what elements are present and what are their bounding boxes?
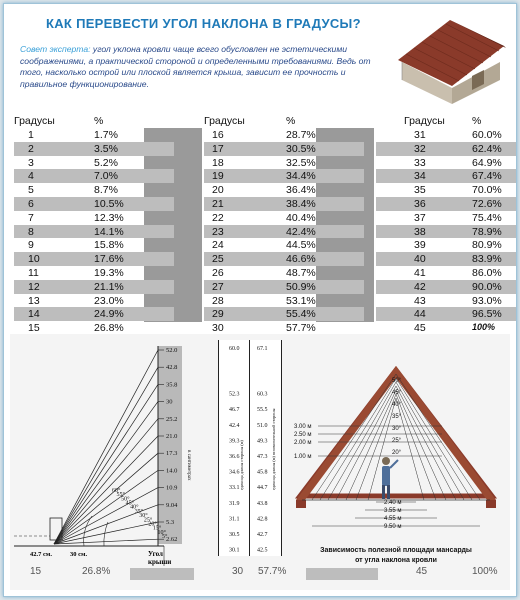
attic-angle-label: 50° bbox=[392, 378, 402, 384]
degree-cell: 16 bbox=[212, 129, 224, 141]
degree-cell: 29 bbox=[212, 308, 224, 321]
ruler-right-value: 42.7 bbox=[257, 532, 268, 538]
scale-value: 52.0 bbox=[166, 347, 178, 354]
degree-cell: 31 bbox=[414, 129, 426, 141]
table-row bbox=[14, 211, 174, 225]
percent-cell: 50.9% bbox=[286, 280, 316, 293]
percent-cell: 10.5% bbox=[94, 197, 124, 210]
angle-label: 25° bbox=[143, 517, 153, 524]
table-row bbox=[14, 307, 174, 321]
protractor-ray bbox=[54, 384, 158, 544]
degree-cell: 17 bbox=[212, 142, 224, 155]
table-row bbox=[14, 128, 174, 142]
table-row bbox=[204, 142, 364, 156]
height-label: 2.00 м bbox=[294, 440, 312, 446]
bottom-mid-measure: 30 см. bbox=[70, 551, 88, 558]
percent-cell: 15.8% bbox=[94, 239, 124, 252]
table-row bbox=[14, 252, 174, 266]
person-icon bbox=[382, 457, 398, 499]
protractor-ray bbox=[54, 453, 158, 544]
scale-value: 10.9 bbox=[166, 484, 178, 492]
degree-cell: 34 bbox=[414, 170, 426, 183]
degree-cell: 6 bbox=[28, 197, 34, 210]
degree-cell: 33 bbox=[414, 156, 426, 169]
percent-cell: 5.2% bbox=[94, 156, 118, 169]
percent-cell: 28.7% bbox=[286, 129, 316, 141]
attic-diagram bbox=[292, 356, 504, 586]
ruler-col1-label: единица длины стороны (м) bbox=[239, 440, 244, 490]
table-column-2 bbox=[204, 114, 364, 335]
degree-cell: 32 bbox=[414, 142, 426, 155]
degree-cell: 35 bbox=[414, 184, 426, 197]
ruler-right-value: 44.7 bbox=[257, 485, 268, 492]
ruler-left-value: 42.4 bbox=[229, 422, 240, 429]
attic-ray bbox=[396, 374, 480, 500]
table-row bbox=[376, 142, 517, 156]
table-row bbox=[14, 266, 174, 280]
percent-cell: 14.1% bbox=[94, 225, 124, 238]
degree-cell: 26 bbox=[212, 266, 224, 279]
percent-cell: 53.1% bbox=[286, 294, 316, 307]
degree-cell: 30 bbox=[212, 322, 224, 335]
table-row bbox=[14, 225, 174, 239]
degree-cell: 43 bbox=[414, 294, 426, 307]
table-row bbox=[204, 128, 364, 142]
table-row bbox=[204, 183, 364, 197]
percent-cell: 72.6% bbox=[472, 197, 502, 210]
scale-value: 2.62 bbox=[166, 536, 178, 544]
percent-cell: 12.3% bbox=[94, 211, 124, 224]
percent-cell: 19.3% bbox=[94, 266, 124, 279]
degree-cell: 44 bbox=[414, 308, 426, 321]
percent-cell: 1.7% bbox=[94, 129, 118, 141]
percent-cell: 80.9% bbox=[472, 239, 502, 252]
attic-angle-label: 35° bbox=[392, 414, 402, 420]
table-row bbox=[376, 156, 517, 170]
degree-cell: 8 bbox=[28, 225, 34, 238]
percent-cell: 90.0% bbox=[472, 280, 502, 293]
degree-cell: 15 bbox=[28, 322, 40, 335]
attic-angle-label: 40° bbox=[392, 402, 402, 408]
angle-label: 10° bbox=[157, 529, 166, 536]
width-label: 2.40 м bbox=[384, 500, 402, 506]
scale-value: 17.3 bbox=[166, 450, 178, 458]
ruler-right-value: 51.0 bbox=[257, 422, 268, 429]
percent-cell: 32.5% bbox=[286, 156, 316, 169]
height-label: 2.50 м bbox=[294, 432, 312, 438]
table-row bbox=[204, 266, 364, 280]
angle-label: 35° bbox=[134, 508, 144, 515]
ruler-left-value: 30.1 bbox=[229, 547, 240, 554]
percent-cell: 46.6% bbox=[286, 253, 316, 266]
ruler-left-value: 30.5 bbox=[229, 532, 240, 538]
degree-cell: 25 bbox=[212, 253, 224, 266]
ruler-left-value: 46.7 bbox=[229, 407, 240, 414]
table-row bbox=[14, 183, 174, 197]
ruler-left-value: 52.3 bbox=[229, 391, 240, 398]
attic-angle-label: 30° bbox=[392, 426, 402, 432]
degree-cell: 18 bbox=[212, 156, 224, 169]
table-row bbox=[204, 307, 364, 321]
percent-cell: 70.0% bbox=[472, 184, 502, 197]
degree-cell: 20 bbox=[212, 184, 224, 197]
degree-percent-table bbox=[10, 114, 510, 335]
protractor-ray bbox=[54, 539, 158, 544]
percent-cell: 78.9% bbox=[472, 225, 502, 238]
percent-cell: 7.0% bbox=[94, 170, 118, 183]
percent-cell: 8.7% bbox=[94, 184, 118, 197]
table-row bbox=[376, 183, 517, 197]
degree-cell: 3 bbox=[28, 156, 34, 169]
angle-label: 50° bbox=[121, 496, 130, 503]
percent-cell: 44.5% bbox=[286, 239, 316, 252]
width-label: 3.55 м bbox=[384, 508, 402, 514]
table-row bbox=[204, 280, 364, 294]
table-row bbox=[376, 225, 517, 239]
degree-cell: 10 bbox=[28, 253, 40, 266]
degree-cell: 11 bbox=[28, 266, 39, 279]
table-row bbox=[376, 280, 517, 294]
degree-cell: 42 bbox=[414, 280, 426, 293]
percent-cell: 93.0% bbox=[472, 294, 502, 307]
table-row bbox=[376, 211, 517, 225]
ruler-col2-label: единица длины (м) вспомогательной стороны bbox=[271, 408, 276, 490]
ruler-table bbox=[218, 340, 282, 556]
table-header: Градусы % bbox=[14, 115, 104, 127]
scale-value: 30 bbox=[166, 398, 173, 406]
table-header: Градусы % bbox=[204, 115, 296, 127]
table-column-1 bbox=[14, 114, 174, 335]
scale-value: 14.0 bbox=[166, 467, 178, 475]
percent-cell: 48.7% bbox=[286, 266, 316, 279]
table-row bbox=[376, 197, 517, 211]
angle-label: 60° bbox=[112, 488, 121, 494]
percent-cell: 60.0% bbox=[472, 129, 502, 141]
width-label: 4.55 м bbox=[384, 516, 402, 522]
ruler-left-value: 34.6 bbox=[229, 469, 240, 476]
table-row bbox=[204, 321, 364, 335]
percent-cell: 30.5% bbox=[286, 142, 316, 155]
percent-cell: 62.4% bbox=[472, 142, 502, 155]
ruler-right-value: 67.1 bbox=[257, 346, 268, 352]
angle-label: 15° bbox=[152, 525, 162, 532]
percent-cell: 26.8% bbox=[94, 322, 124, 335]
table-row bbox=[14, 321, 174, 335]
scale-side-label: в сантиметрах bbox=[186, 450, 191, 481]
advice-lead: Совет эксперта: bbox=[20, 44, 91, 54]
degree-cell: 12 bbox=[28, 280, 40, 293]
table-row bbox=[204, 156, 364, 170]
ruler-left-value: 39.3 bbox=[229, 438, 240, 445]
ruler-left-value: 36.6 bbox=[229, 454, 240, 460]
degree-cell: 38 bbox=[414, 225, 426, 238]
degree-cell: 45 bbox=[414, 322, 426, 335]
infographic bbox=[3, 3, 517, 597]
protractor-diagram bbox=[14, 340, 192, 566]
angle-label: 5° bbox=[162, 534, 168, 540]
angle-label: 20° bbox=[148, 521, 157, 528]
percent-cell: 64.9% bbox=[472, 156, 502, 169]
degree-cell: 4 bbox=[28, 170, 34, 183]
percent-cell: 36.4% bbox=[286, 184, 316, 197]
table-row bbox=[14, 280, 174, 294]
percent-cell: 40.4% bbox=[286, 211, 316, 224]
attic-angle-label: 20° bbox=[392, 450, 402, 456]
table-row bbox=[204, 169, 364, 183]
percent-cell: 23.0% bbox=[94, 294, 124, 307]
ruler-right-value: 49.3 bbox=[257, 438, 268, 445]
ruler-left-value: 60.0 bbox=[229, 346, 240, 352]
scale-value: 21.0 bbox=[166, 433, 178, 440]
bottom-left-measure: 42.7 см. bbox=[30, 551, 52, 558]
ruler-values bbox=[219, 340, 281, 556]
percent-cell: 3.5% bbox=[94, 142, 118, 155]
table-row bbox=[14, 197, 174, 211]
height-label: 1.00 м bbox=[294, 454, 312, 460]
table-row bbox=[204, 238, 364, 252]
table-column-3 bbox=[376, 114, 517, 335]
percent-cell: 38.4% bbox=[286, 197, 316, 210]
ruler-right-value: 55.5 bbox=[257, 407, 268, 414]
table-row bbox=[204, 197, 364, 211]
expert-advice bbox=[20, 44, 385, 90]
table-row bbox=[376, 307, 517, 321]
scale-value: 42.8 bbox=[166, 364, 178, 372]
ruler-right-value: 45.8 bbox=[257, 469, 268, 476]
table-row bbox=[376, 128, 517, 142]
percent-cell: 34.4% bbox=[286, 170, 316, 183]
degree-cell: 13 bbox=[28, 294, 40, 307]
angle-label: 45° bbox=[125, 500, 135, 507]
percent-cell: 42.4% bbox=[286, 225, 316, 238]
degree-cell: 28 bbox=[212, 294, 224, 307]
degree-cell: 24 bbox=[212, 239, 224, 252]
table-row bbox=[376, 294, 517, 308]
degree-cell: 14 bbox=[28, 308, 40, 321]
table-row bbox=[204, 225, 364, 239]
table-row bbox=[204, 252, 364, 266]
attic-angle-label: 25° bbox=[392, 438, 402, 444]
degree-cell: 40 bbox=[414, 253, 426, 266]
house-illustration bbox=[388, 12, 512, 108]
degree-cell: 39 bbox=[414, 239, 426, 252]
footer-row: 15 26.8% 30 57.7% 45 100% bbox=[10, 565, 510, 591]
page-title: КАК ПЕРЕВЕСТИ УГОЛ НАКЛОНА В ГРАДУСЫ? bbox=[46, 16, 361, 31]
percent-cell: 67.4% bbox=[472, 170, 502, 183]
table-row bbox=[376, 238, 517, 252]
table-row bbox=[204, 211, 364, 225]
percent-cell: 21.1% bbox=[94, 280, 124, 293]
attic-angle-label: 45° bbox=[392, 390, 402, 396]
table-row bbox=[14, 142, 174, 156]
percent-cell: 100% bbox=[472, 322, 496, 333]
table-row bbox=[376, 266, 517, 280]
scale-value: 5.3 bbox=[166, 519, 175, 526]
scale-value: 25.2 bbox=[166, 415, 178, 423]
table-row bbox=[14, 169, 174, 183]
degree-cell: 2 bbox=[28, 142, 34, 155]
percent-cell: 57.7% bbox=[286, 322, 316, 335]
table-row bbox=[376, 252, 517, 266]
height-label: 3.00 м bbox=[294, 424, 312, 430]
angle-caption-1: Угол bbox=[148, 550, 163, 558]
ruler-right-value: 42.5 bbox=[257, 547, 268, 554]
ruler-left-value: 31.9 bbox=[229, 500, 240, 507]
degree-cell: 27 bbox=[212, 280, 224, 293]
advice-text: угол уклона кровли чаще всего обусловлен не эстетическими соображениями, а практической стороной и определенными требованиями. Ведь от того, насколько острой или плоской является крыша, зависит ее прочность и правильное функционирование. bbox=[20, 44, 371, 89]
degree-cell: 21 bbox=[212, 197, 224, 210]
degree-cell: 41 bbox=[414, 266, 426, 279]
degree-cell: 36 bbox=[414, 197, 426, 210]
attic-caption-1: Зависимость полезной площади мансарды bbox=[320, 547, 472, 554]
diagram-panel bbox=[10, 334, 510, 590]
angle-label: 30° bbox=[139, 513, 148, 520]
angle-label: 55° bbox=[116, 492, 125, 499]
table-row bbox=[14, 156, 174, 170]
angle-caption-2: крыши bbox=[148, 558, 172, 566]
table-row bbox=[376, 169, 517, 183]
degree-cell: 9 bbox=[28, 239, 34, 252]
percent-cell: 83.9% bbox=[472, 253, 502, 266]
percent-cell: 17.6% bbox=[94, 253, 124, 266]
percent-cell: 75.4% bbox=[472, 211, 502, 224]
table-row bbox=[204, 294, 364, 308]
protractor-ray bbox=[54, 402, 158, 544]
percent-cell: 24.9% bbox=[94, 308, 124, 321]
table-header: Градусы % bbox=[404, 115, 482, 127]
scale-value: 9.04 bbox=[166, 501, 178, 509]
percent-cell: 96.5% bbox=[472, 308, 502, 321]
degree-cell: 23 bbox=[212, 225, 224, 238]
attic-ray bbox=[396, 382, 464, 500]
ruler-right-value: 43.8 bbox=[257, 500, 268, 507]
table-row bbox=[376, 321, 517, 335]
percent-cell: 55.4% bbox=[286, 308, 316, 321]
ruler-right-value: 42.8 bbox=[257, 516, 268, 523]
degree-cell: 1 bbox=[28, 129, 34, 141]
table-row bbox=[14, 238, 174, 252]
degree-cell: 37 bbox=[414, 211, 426, 224]
degree-cell: 19 bbox=[212, 170, 224, 183]
table-row bbox=[14, 294, 174, 308]
width-label: 9.50 м bbox=[384, 524, 402, 530]
ruler-left-value: 33.1 bbox=[229, 485, 240, 492]
degree-cell: 22 bbox=[212, 211, 224, 224]
angle-label: 40° bbox=[130, 504, 139, 511]
ruler-right-value: 47.3 bbox=[257, 454, 268, 460]
scale-value: 35.8 bbox=[166, 381, 178, 389]
degree-cell: 7 bbox=[28, 211, 34, 224]
percent-cell: 86.0% bbox=[472, 266, 502, 279]
degree-cell: 5 bbox=[28, 184, 34, 197]
ruler-right-value: 60.3 bbox=[257, 391, 268, 398]
ruler-left-value: 31.1 bbox=[229, 516, 240, 523]
attic-caption-2: от угла наклона кровли bbox=[355, 557, 437, 564]
